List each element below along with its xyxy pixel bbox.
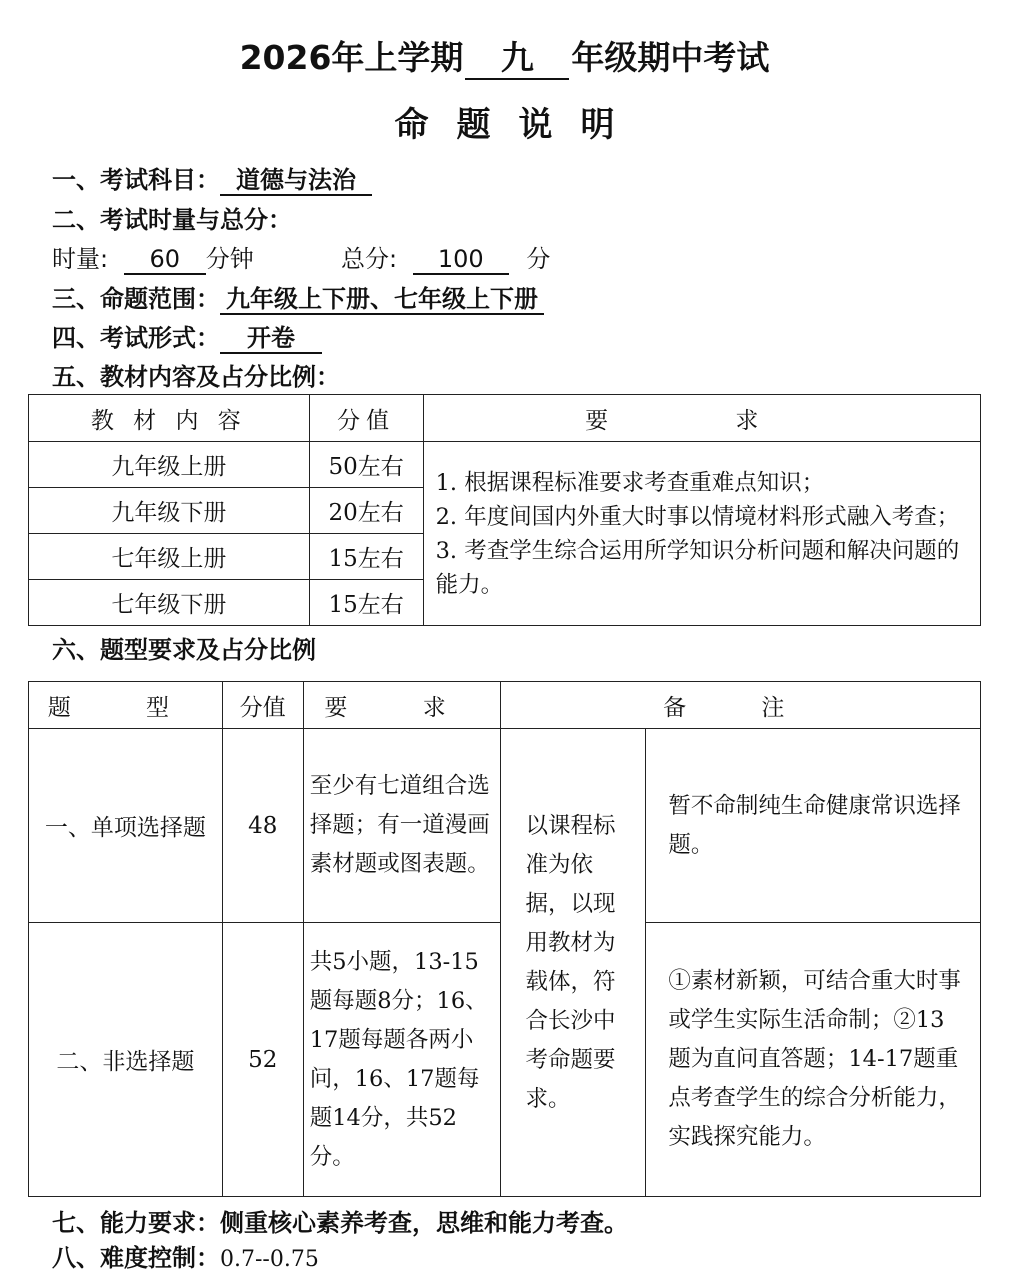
score-unit: 分 [526, 245, 551, 273]
content-cell: 七年级下册 [29, 580, 310, 626]
score-cell: 20左右 [309, 488, 423, 534]
ability-line [52, 1207, 628, 1239]
requirement-item: 3. 考查学生综合运用所学知识分析问题和解决问题的能力。 [435, 537, 960, 598]
time-value: 60 [124, 245, 206, 275]
score-value: 100 [413, 245, 509, 275]
format-line [52, 322, 322, 354]
format-label: 四、考试形式： [52, 324, 220, 352]
requirement-item: 2. 年度间国内外重大时事以情境材料形式融入考查； [435, 503, 960, 530]
requirement-cell: 至少有七道组合选择题；有一道漫画素材题或图表题。 [303, 729, 501, 923]
type-cell: 二、非选择题 [29, 923, 223, 1197]
type-cell: 一、单项选择题 [29, 729, 223, 923]
subject-value: 道德与法治 [220, 166, 372, 196]
title-prefix: 2026年上学期 [239, 38, 464, 77]
content-ratio-table [28, 394, 981, 626]
exam-title [0, 36, 1009, 80]
score-label: 总分: [341, 245, 398, 273]
score-cell: 50左右 [309, 442, 423, 488]
header-requirement: 要 求 [303, 682, 501, 729]
subtitle: 命题说明 [394, 105, 643, 145]
score-cell: 48 [222, 729, 303, 923]
note-cell: 暂不命制纯生命健康常识选择题。 [646, 729, 981, 923]
ability-value: 侧重核心素养考查，思维和能力考查。 [220, 1209, 628, 1237]
content-cell: 七年级上册 [29, 534, 310, 580]
header-content: 教 材 内 容 [29, 395, 310, 442]
scope-value: 九年级上下册、七年级上下册 [220, 285, 544, 315]
title-suffix: 年级期中考试 [571, 38, 770, 77]
score-cell: 15左右 [309, 534, 423, 580]
scope-line [52, 283, 544, 315]
requirement-item: 1. 根据课程标准要求考查重难点知识； [435, 469, 825, 496]
header-requirement: 要 求 [423, 395, 980, 442]
header-score: 分值 [222, 682, 303, 729]
table-row [29, 442, 981, 488]
content-cell: 九年级下册 [29, 488, 310, 534]
table-header-row [29, 682, 981, 729]
score-cell: 52 [222, 923, 303, 1197]
ability-label: 七、能力要求： [52, 1209, 220, 1237]
grade-value: 九 [465, 38, 569, 80]
table-header-row [29, 395, 981, 442]
header-score: 分值 [309, 395, 423, 442]
time-unit: 分钟 [205, 245, 254, 273]
question-type-heading: 六、题型要求及占分比例 [52, 636, 316, 664]
difficulty-label: 八、难度控制： [52, 1244, 220, 1272]
content-ratio-heading: 五、教材内容及占分比例： [52, 363, 340, 391]
requirements-cell [423, 442, 980, 626]
requirement-cell: 共5小题，13-15题每题8分；16、17题每题各两小问，16、17题每题14分，共52分。 [303, 923, 501, 1197]
score-cell: 15左右 [309, 580, 423, 626]
time-label: 时量: [52, 245, 109, 273]
header-type: 题 型 [29, 682, 223, 729]
note-cell: ①素材新颖，可结合重大时事或学生实际生活命制；②13题为直问直答题；14-17题重点考查学生的综合分析能力，实践探究能力。 [646, 923, 981, 1197]
shared-note-cell: 以课程标准为依据，以现用教材为载体，符合长沙中考命题要求。 [501, 729, 646, 1197]
format-value: 开卷 [220, 324, 322, 354]
difficulty-line [52, 1242, 319, 1276]
table-row [29, 729, 981, 923]
scope-label: 三、命题范围： [52, 285, 220, 313]
subject-line [52, 164, 372, 196]
question-type-table [28, 681, 981, 1197]
header-note: 备 注 [501, 682, 981, 729]
subject-label: 一、考试科目： [52, 166, 220, 194]
time-score-line [52, 243, 550, 275]
difficulty-value: 0.7--0.75 [220, 1247, 319, 1272]
content-cell: 九年级上册 [29, 442, 310, 488]
time-score-heading: 二、考试时量与总分： [52, 206, 292, 234]
